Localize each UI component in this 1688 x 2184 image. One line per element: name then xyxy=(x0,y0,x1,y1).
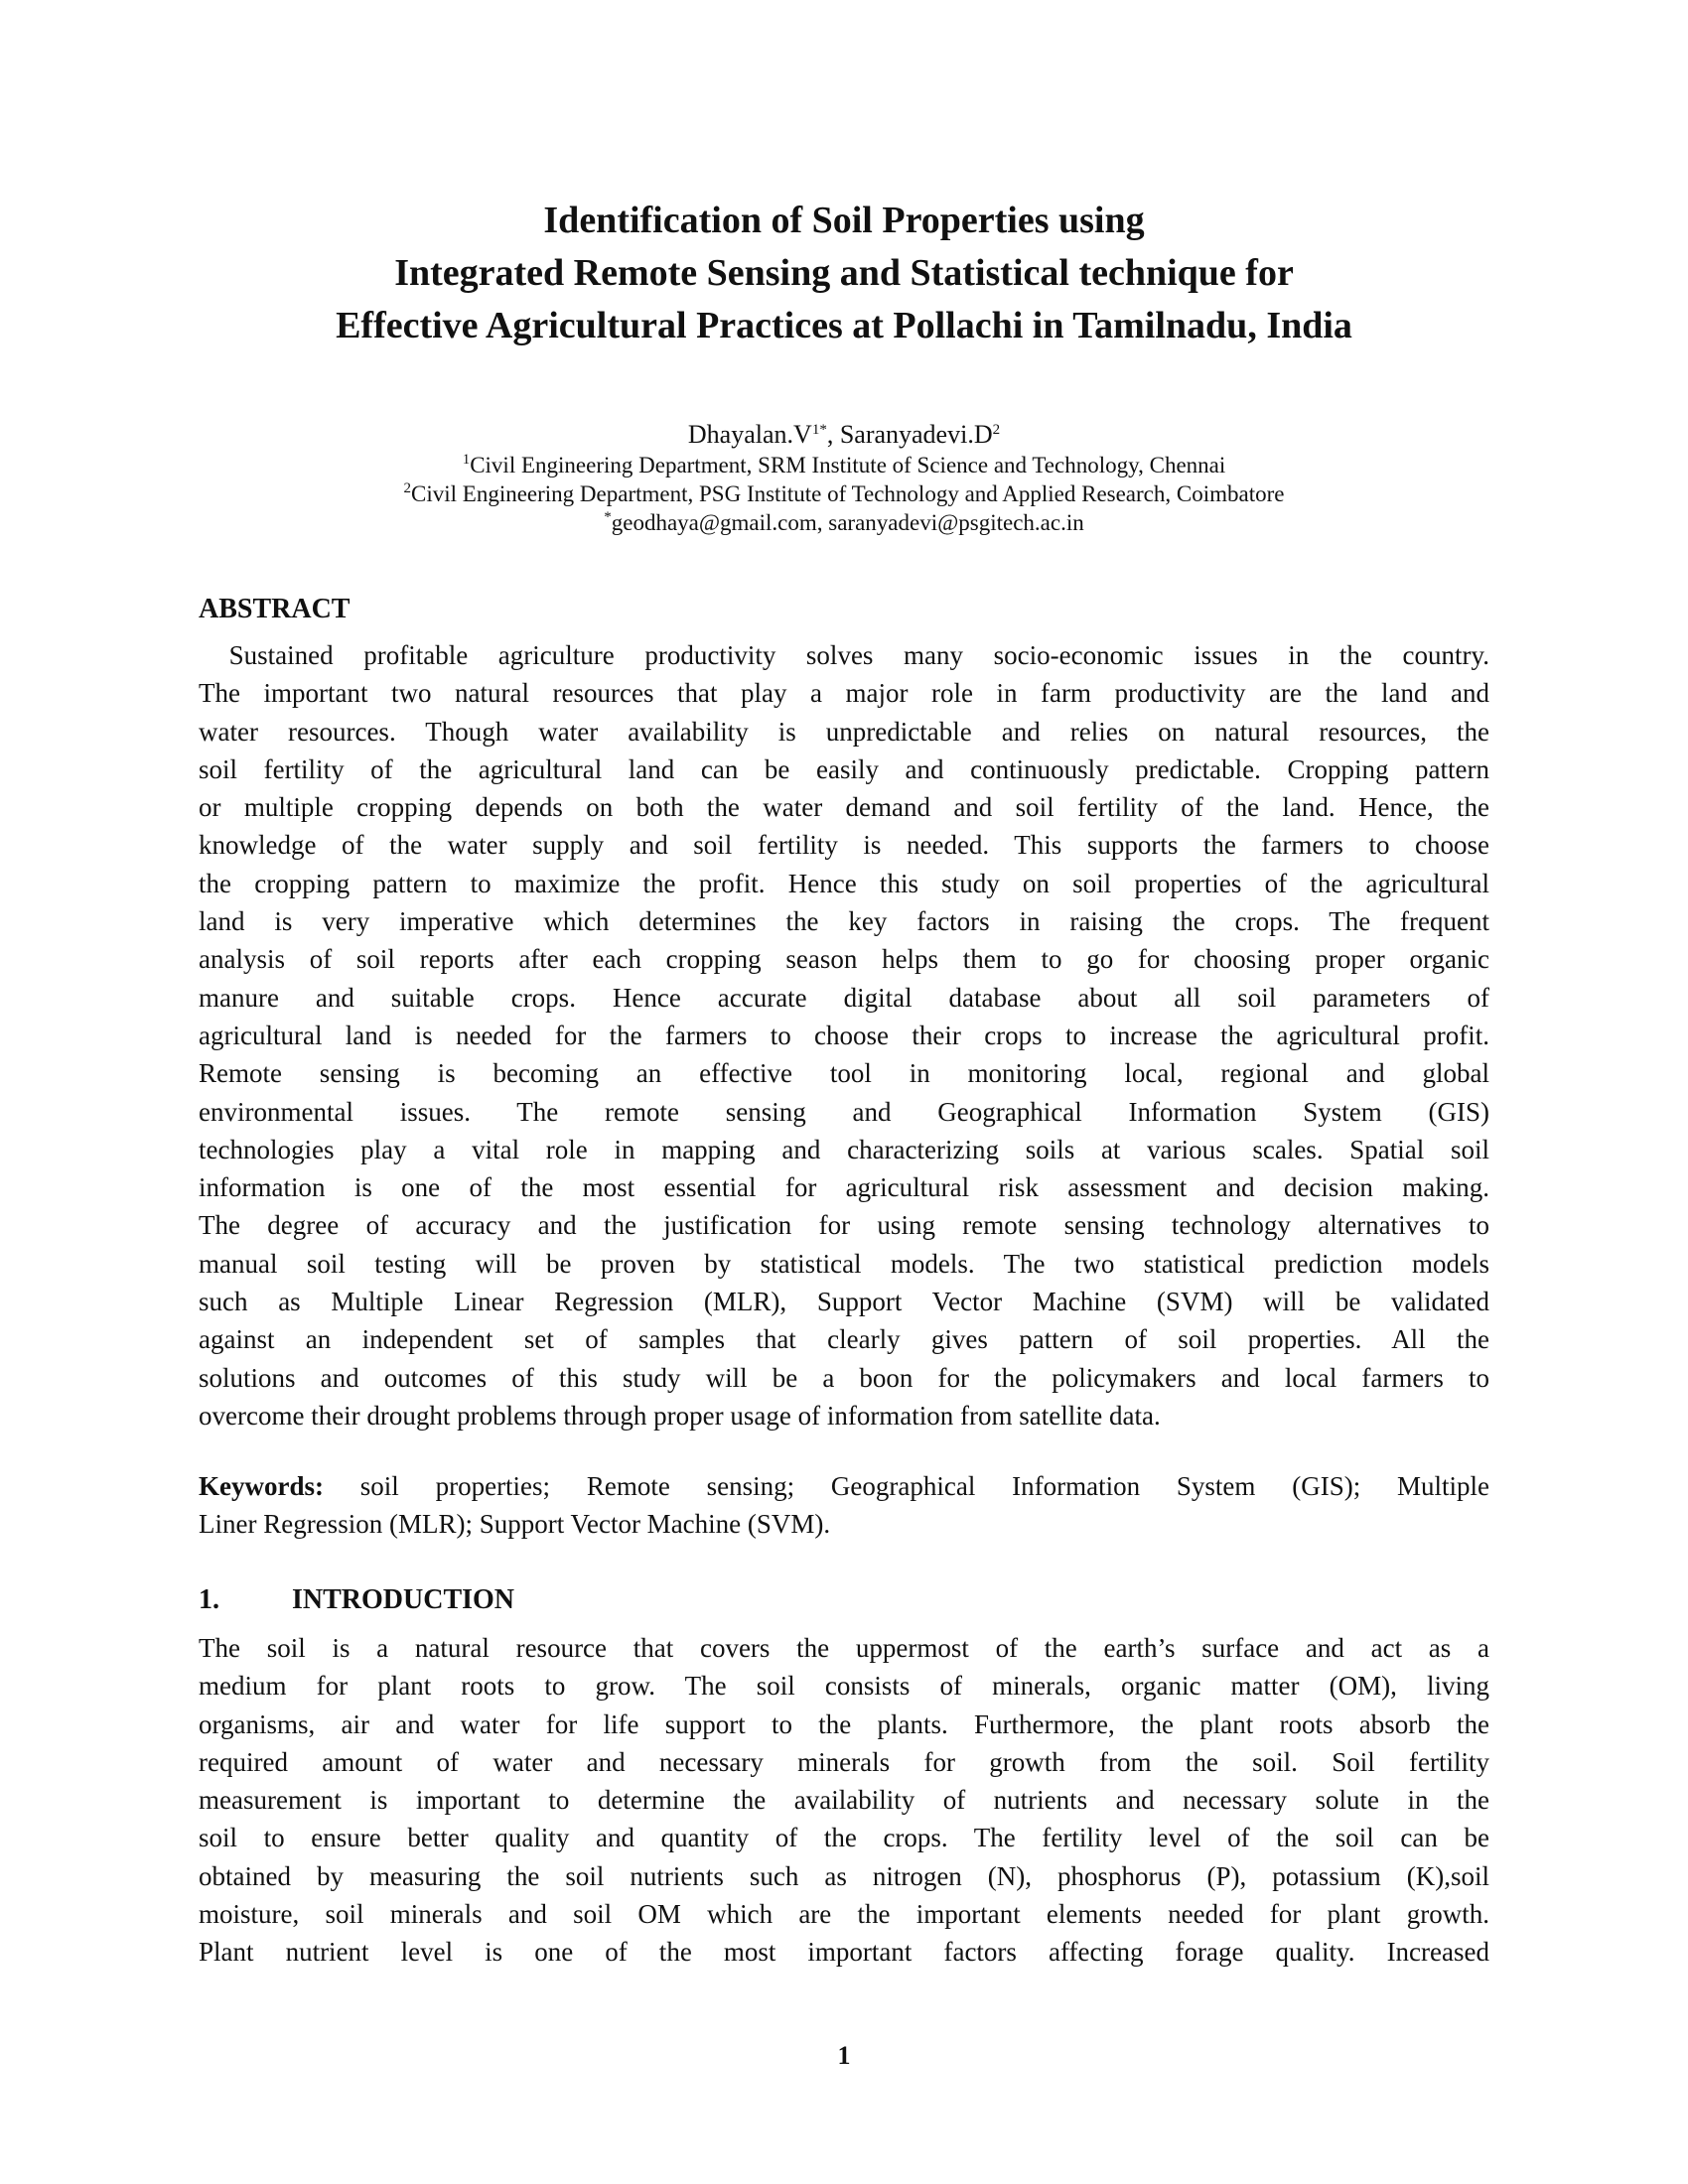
affiliation-text: Civil Engineering Department, PSG Institute of Technology and Applied Research, Coimbatore xyxy=(411,481,1285,506)
intro-line: medium for plant roots to grow. The soil consists of minerals, organic matter (OM), living xyxy=(199,1671,1489,1702)
keywords-block xyxy=(199,1467,1489,1544)
abstract-line: Sustained profitable agriculture productivity solves many socio-economic issues in the country. xyxy=(199,640,1489,670)
abstract-line: The important two natural resources that play a major role in farm productivity are the land and xyxy=(199,678,1489,709)
abstract-line: manual soil testing will be proven by statistical models. The two statistical prediction models xyxy=(199,1248,1489,1279)
email-superscript: * xyxy=(604,509,612,525)
email-text: geodhaya@gmail.com, saranyadevi@psgitech.ac.in xyxy=(611,510,1084,535)
author-name: Saranyadevi.D xyxy=(839,420,993,449)
abstract-line: overcome their drought problems through proper usage of information from satellite data. xyxy=(199,1400,1161,1431)
email-line xyxy=(199,509,1489,537)
section-number: 1. xyxy=(199,1584,219,1615)
paper-title xyxy=(199,195,1489,352)
intro-line: The soil is a natural resource that covers the uppermost of the earth’s surface and act as a xyxy=(199,1633,1489,1663)
introduction-body xyxy=(199,1629,1489,1972)
abstract-line: or multiple cropping depends on both the water demand and soil fertility of the land. Hence, the xyxy=(199,792,1489,823)
intro-line: obtained by measuring the soil nutrients such as nitrogen (N), phosphorus (P), potassium (K),soil xyxy=(199,1860,1489,1891)
keywords-label: Keywords: xyxy=(199,1471,324,1501)
affiliation xyxy=(199,452,1489,479)
keywords-line xyxy=(199,1467,1489,1505)
author-separator: , xyxy=(826,420,840,449)
title-line: Effective Agricultural Practices at Pollachi in Tamilnadu, India xyxy=(336,305,1352,346)
abstract-line: the cropping pattern to maximize the profit. Hence this study on soil properties of the agricultural xyxy=(199,868,1489,898)
intro-line: soil to ensure better quality and quantity of the crops. The fertility level of the soil can be xyxy=(199,1823,1489,1853)
abstract-line: agricultural land is needed for the farmers to choose their crops to increase the agricultural profit. xyxy=(199,1020,1489,1050)
author-name: Dhayalan.V xyxy=(687,420,812,449)
section-heading: INTRODUCTION xyxy=(292,1584,515,1615)
abstract-line: land is very imperative which determines the key factors in raising the crops. The frequent xyxy=(199,906,1489,937)
abstract-line: manure and suitable crops. Hence accurate digital database about all soil parameters of xyxy=(199,982,1489,1013)
abstract-line: information is one of the most essential for agricultural risk assessment and decision making. xyxy=(199,1172,1489,1203)
abstract-body xyxy=(199,636,1489,1434)
paper-page xyxy=(199,0,1489,2184)
author-superscript: 2 xyxy=(992,422,1001,438)
title-line: Integrated Remote Sensing and Statistical technique for xyxy=(394,252,1294,294)
author-superscript: 1* xyxy=(811,422,827,438)
abstract-line: environmental issues. The remote sensing and Geographical Information System (GIS) xyxy=(199,1096,1489,1127)
intro-line: Plant nutrient level is one of the most important factors affecting forage quality. Increased xyxy=(199,1937,1489,1968)
abstract-line: knowledge of the water supply and soil fertility is needed. This supports the farmers to choose xyxy=(199,830,1489,861)
abstract-line: solutions and outcomes of this study will be a boon for the policymakers and local farmers to xyxy=(199,1362,1489,1393)
abstract-line: water resources. Though water availability is unpredictable and relies on natural resources, the xyxy=(199,716,1489,747)
abstract-line: The degree of accuracy and the justification for using remote sensing technology alternatives to xyxy=(199,1210,1489,1241)
page-number: 1 xyxy=(837,2041,851,2070)
intro-line: measurement is important to determine the availability of nutrients and necessary solute in the xyxy=(199,1785,1489,1816)
abstract-line: against an independent set of samples that clearly gives pattern of soil properties. All the xyxy=(199,1324,1489,1355)
abstract-line: soil fertility of the agricultural land can be easily and continuously predictable. Cropping pattern xyxy=(199,753,1489,784)
abstract-line: such as Multiple Linear Regression (MLR), Support Vector Machine (SVM) will be validated xyxy=(199,1287,1489,1317)
affiliation-text: Civil Engineering Department, SRM Institute of Science and Technology, Chennai xyxy=(470,453,1226,478)
title-line: Identification of Soil Properties using xyxy=(543,200,1145,241)
affiliation-superscript: 1 xyxy=(462,452,471,468)
abstract-line: analysis of soil reports after each cropping season helps them to go for choosing proper organic xyxy=(199,944,1489,975)
affiliation-superscript: 2 xyxy=(403,480,412,496)
affiliation xyxy=(199,480,1489,508)
keywords-line: Liner Regression (MLR); Support Vector Machine (SVM). xyxy=(199,1509,831,1540)
intro-line: organisms, air and water for life support to the plants. Furthermore, the plant roots absorb the xyxy=(199,1708,1489,1739)
abstract-heading: ABSTRACT xyxy=(199,594,351,624)
intro-line: required amount of water and necessary minerals for growth from the soil. Soil fertility xyxy=(199,1746,1489,1777)
author-list xyxy=(199,420,1489,450)
abstract-line: technologies play a vital role in mapping and characterizing soils at various scales. Spatial soil xyxy=(199,1134,1489,1164)
intro-line: moisture, soil minerals and soil OM which are the important elements needed for plant growth. xyxy=(199,1899,1489,1930)
abstract-line: Remote sensing is becoming an effective tool in monitoring local, regional and global xyxy=(199,1058,1489,1089)
keywords-text: soil properties; Remote sensing; Geographical Information System (GIS); Multiple xyxy=(323,1471,1489,1501)
